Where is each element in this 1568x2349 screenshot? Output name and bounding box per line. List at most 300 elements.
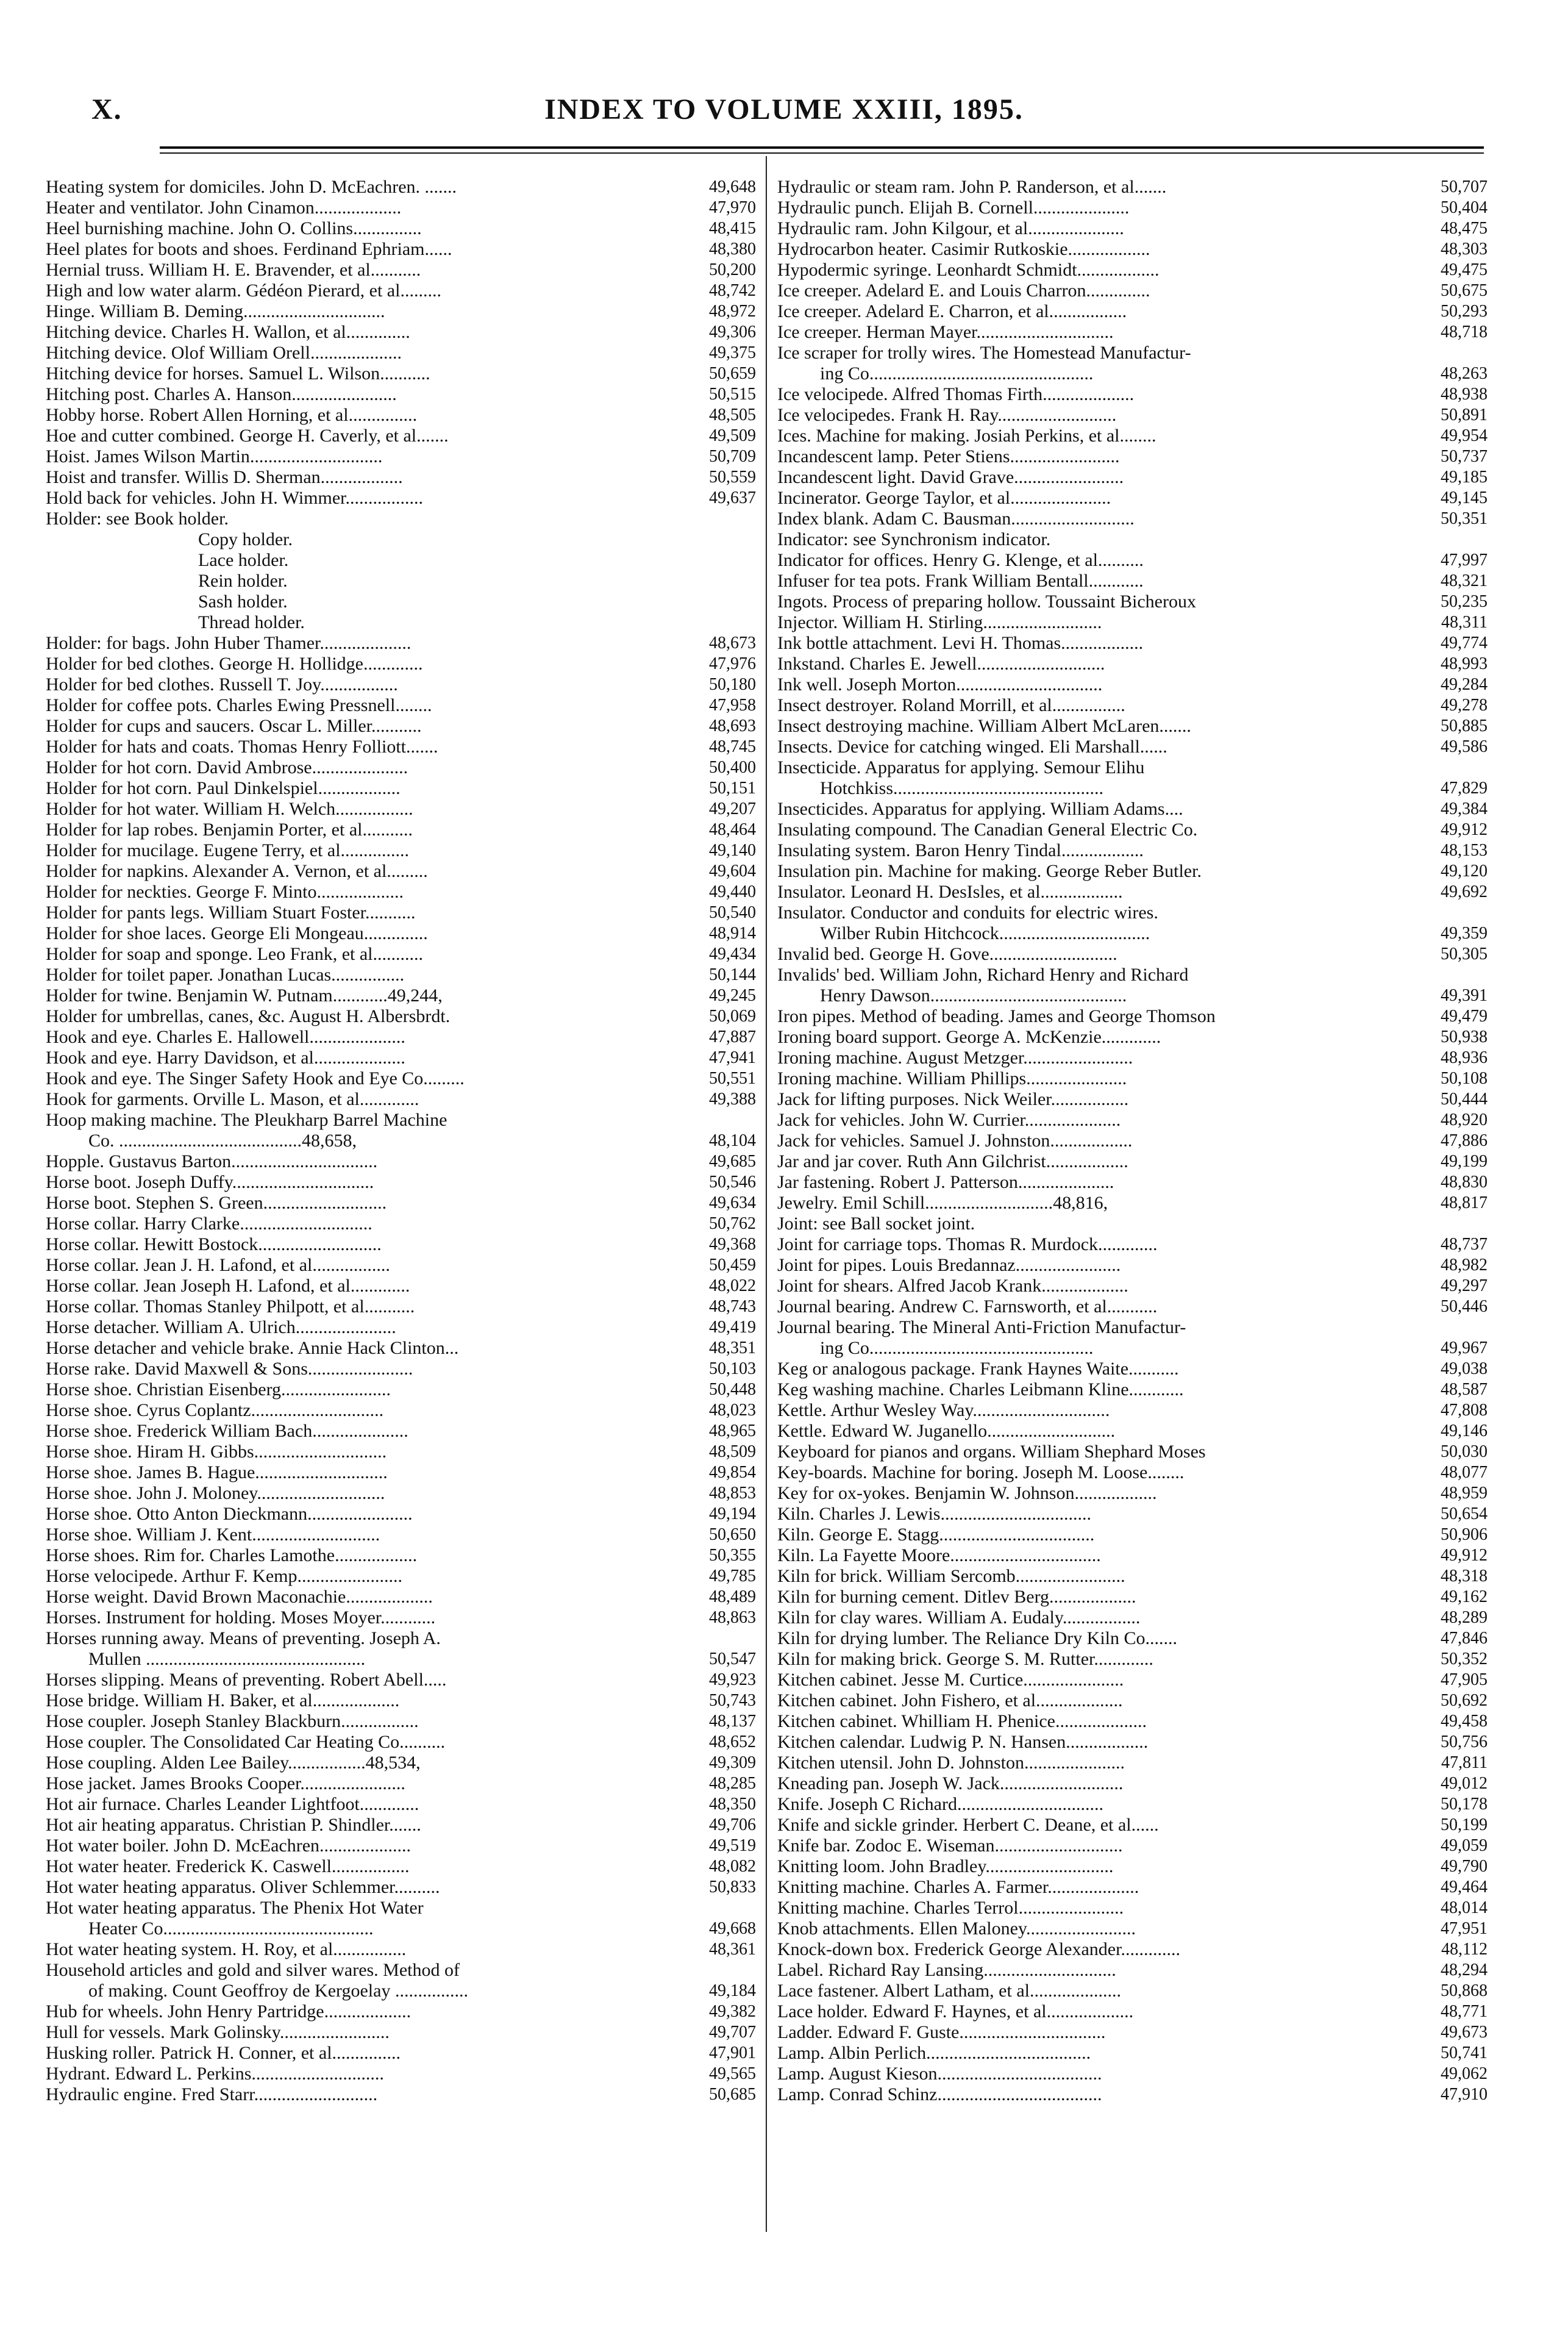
index-entry-text: Heel plates for boots and shoes. Ferdinand Ephriam...... bbox=[46, 239, 452, 259]
patent-number: 49,120 bbox=[1441, 862, 1488, 881]
index-entry-text: Hitching device for horses. Samuel L. Wilson........... bbox=[46, 363, 430, 384]
index-entry-text: Co. ........................................48,658, bbox=[88, 1131, 357, 1151]
patent-number: 48,965 bbox=[709, 1421, 756, 1440]
index-entry bbox=[777, 467, 1488, 488]
patent-number: 47,997 bbox=[1441, 551, 1488, 570]
index-entry-text: Invalids' bed. William John, Richard Henry and Richard bbox=[777, 965, 1189, 985]
patent-number: 48,737 bbox=[1441, 1235, 1488, 1254]
index-entry-text: Ironing board support. George A. McKenzie............. bbox=[777, 1027, 1161, 1047]
index-entry-text: Horse boot. Stephen S. Green........................... bbox=[46, 1193, 387, 1213]
patent-number: 48,022 bbox=[709, 1276, 756, 1295]
index-entry bbox=[777, 1338, 1488, 1359]
index-entry bbox=[46, 1773, 756, 1794]
index-entry bbox=[777, 716, 1488, 737]
index-entry bbox=[46, 965, 756, 985]
index-entry bbox=[777, 1815, 1488, 1836]
index-entry-text: Knob attachments. Ellen Maloney........................ bbox=[777, 1918, 1136, 1939]
patent-number: 48,303 bbox=[1441, 240, 1488, 259]
patent-number: 49,475 bbox=[1441, 260, 1488, 279]
index-entry bbox=[777, 1089, 1488, 1110]
index-entry-text: Horse detacher. William A. Ulrich...................... bbox=[46, 1317, 396, 1337]
patent-number: 49,297 bbox=[1441, 1276, 1488, 1295]
patent-number: 48,285 bbox=[709, 1774, 756, 1793]
patent-number: 48,380 bbox=[709, 240, 756, 259]
index-entry-text: Insulation pin. Machine for making. George Reber Butler. bbox=[777, 861, 1202, 881]
patent-number: 48,489 bbox=[709, 1587, 756, 1606]
index-entry bbox=[777, 218, 1488, 239]
index-entry bbox=[46, 882, 756, 903]
patent-number: 47,808 bbox=[1441, 1401, 1488, 1420]
index-entry bbox=[46, 384, 756, 405]
index-entry-text: Insulating system. Baron Henry Tindal.................. bbox=[777, 840, 1144, 860]
patent-number: 48,745 bbox=[709, 737, 756, 756]
index-entry-text: ing Co................................................. bbox=[820, 1338, 1094, 1358]
index-entry-text: Ice creeper. Adelard E. and Louis Charron.............. bbox=[777, 281, 1150, 301]
patent-number: 49,458 bbox=[1441, 1712, 1488, 1731]
index-entry-text: Hook and eye. Charles E. Hallowell..................... bbox=[46, 1027, 405, 1047]
index-entry-text: Holder for hot corn. Paul Dinkelspiel.................. bbox=[46, 778, 401, 798]
index-entry bbox=[46, 2064, 756, 2084]
index-entry bbox=[777, 612, 1488, 633]
patent-number: 50,200 bbox=[709, 260, 756, 279]
index-entry bbox=[777, 1027, 1488, 1048]
index-entry-text: Ices. Machine for making. Josiah Perkins, et al........ bbox=[777, 426, 1156, 446]
patent-number: 50,650 bbox=[709, 1525, 756, 1544]
index-entry bbox=[777, 1483, 1488, 1504]
index-entry bbox=[46, 1587, 756, 1607]
patent-number: 50,355 bbox=[709, 1546, 756, 1565]
index-entry-text: Kitchen cabinet. Jesse M. Curtice...................... bbox=[777, 1670, 1124, 1690]
patent-number: 49,419 bbox=[709, 1318, 756, 1337]
patent-number: 49,368 bbox=[709, 1235, 756, 1254]
index-entry-text: Horse collar. Harry Clarke............................. bbox=[46, 1214, 372, 1234]
index-entry-text: Holder for coffee pots. Charles Ewing Pressnell........ bbox=[46, 695, 432, 715]
index-entry-text: Hydraulic ram. John Kilgour, et al..................... bbox=[777, 218, 1124, 238]
patent-number: 48,014 bbox=[1441, 1898, 1488, 1917]
patent-number: 48,938 bbox=[1441, 385, 1488, 404]
patent-number: 49,464 bbox=[1441, 1878, 1488, 1897]
patent-number: 50,692 bbox=[1441, 1691, 1488, 1710]
patent-number: 49,309 bbox=[709, 1753, 756, 1772]
patent-number: 50,400 bbox=[709, 758, 756, 777]
patent-number: 48,920 bbox=[1441, 1110, 1488, 1129]
index-entry bbox=[46, 1732, 756, 1753]
patent-number: 48,505 bbox=[709, 406, 756, 424]
index-entry bbox=[46, 1068, 756, 1089]
index-entry-text: Kettle. Edward W. Juganello............................ bbox=[777, 1421, 1116, 1441]
index-entry bbox=[777, 1442, 1488, 1462]
index-entry-text: Kiln. La Fayette Moore................................. bbox=[777, 1545, 1101, 1565]
index-entry bbox=[46, 633, 756, 654]
index-entry-text: Household articles and gold and silver wares. Method of bbox=[46, 1960, 460, 1980]
patent-number: 49,519 bbox=[709, 1836, 756, 1855]
index-entry bbox=[777, 177, 1488, 198]
index-entry bbox=[46, 1172, 756, 1193]
index-entry bbox=[777, 820, 1488, 840]
index-entry-text: Holder for hot corn. David Ambrose..................... bbox=[46, 757, 408, 778]
index-entry bbox=[46, 2043, 756, 2064]
index-entry bbox=[46, 1317, 756, 1338]
index-entry-text: Horse velocipede. Arthur F. Kemp....................... bbox=[46, 1566, 402, 1586]
patent-number: 49,923 bbox=[709, 1670, 756, 1689]
index-entry bbox=[777, 1628, 1488, 1649]
index-entry-text: Hitching device. Olof William Orell.................... bbox=[46, 343, 402, 363]
index-entry-text: Horses. Instrument for holding. Moses Moyer............ bbox=[46, 1607, 436, 1628]
index-entry bbox=[777, 2084, 1488, 2105]
index-entry bbox=[46, 467, 756, 488]
patent-number: 48,082 bbox=[709, 1857, 756, 1876]
index-entry-text: High and low water alarm. Gédéon Pierard, et al......... bbox=[46, 281, 441, 301]
index-entry-text: Horse weight. David Brown Maconachie................... bbox=[46, 1587, 433, 1607]
patent-number: 49,634 bbox=[709, 1193, 756, 1212]
index-entry-text: Ink bottle attachment. Levi H. Thomas.................. bbox=[777, 633, 1144, 653]
patent-number: 50,108 bbox=[1441, 1069, 1488, 1088]
index-entry-text: Horse shoe. John J. Moloney............................ bbox=[46, 1483, 385, 1503]
patent-number: 50,030 bbox=[1441, 1442, 1488, 1461]
index-entry bbox=[777, 1255, 1488, 1276]
index-entry bbox=[777, 1939, 1488, 1960]
index-entry bbox=[46, 1131, 756, 1151]
patent-number: 48,972 bbox=[709, 302, 756, 321]
patent-number: 49,479 bbox=[1441, 1007, 1488, 1026]
patent-number: 48,830 bbox=[1441, 1173, 1488, 1192]
patent-number: 47,905 bbox=[1441, 1670, 1488, 1689]
index-entry-text: Hinge. William B. Deming............................... bbox=[46, 301, 385, 321]
index-entry-text: Label. Richard Ray Lansing............................. bbox=[777, 1960, 1116, 1980]
index-entry bbox=[777, 239, 1488, 260]
index-entry bbox=[46, 1939, 756, 1960]
index-entry-text: Kneading pan. Joseph W. Jack........................... bbox=[777, 1773, 1124, 1793]
index-entry bbox=[46, 1193, 756, 1214]
index-entry bbox=[777, 1898, 1488, 1918]
index-entry bbox=[777, 965, 1488, 985]
index-entry bbox=[46, 2022, 756, 2043]
patent-number: 49,199 bbox=[1441, 1152, 1488, 1171]
patent-number: 48,993 bbox=[1441, 654, 1488, 673]
patent-number: 50,351 bbox=[1441, 509, 1488, 528]
index-entry bbox=[777, 695, 1488, 716]
index-entry bbox=[777, 1856, 1488, 1877]
index-entry bbox=[46, 529, 756, 550]
index-entry bbox=[777, 1006, 1488, 1027]
index-entry-text: Journal bearing. Andrew C. Farnsworth, et al........... bbox=[777, 1296, 1158, 1317]
index-entry bbox=[777, 1670, 1488, 1690]
index-entry bbox=[777, 1276, 1488, 1296]
patent-number: 48,742 bbox=[709, 281, 756, 300]
index-entry bbox=[777, 2001, 1488, 2022]
index-entry-text: Injector. William H. Stirling.......................... bbox=[777, 612, 1102, 632]
index-entry bbox=[777, 1981, 1488, 2001]
index-entry bbox=[46, 820, 756, 840]
patent-number: 50,446 bbox=[1441, 1297, 1488, 1316]
patent-number: 50,737 bbox=[1441, 447, 1488, 466]
index-entry bbox=[46, 1296, 756, 1317]
index-entry-text: Index blank. Adam C. Bausman........................... bbox=[777, 509, 1135, 529]
index-entry bbox=[46, 2084, 756, 2105]
index-entry bbox=[46, 674, 756, 695]
index-entry bbox=[46, 1276, 756, 1296]
patent-number: 49,384 bbox=[1441, 799, 1488, 818]
index-entry bbox=[777, 343, 1488, 363]
patent-number: 49,785 bbox=[709, 1567, 756, 1586]
patent-number: 50,659 bbox=[709, 364, 756, 383]
index-entry bbox=[777, 1151, 1488, 1172]
index-entry-text: Hopple. Gustavus Barton................................ bbox=[46, 1151, 378, 1171]
index-entry-text: Invalid bed. George H. Gove............................ bbox=[777, 944, 1117, 964]
index-entry-text: Hook and eye. Harry Davidson, et al.................... bbox=[46, 1048, 405, 1068]
index-entry-text: Insulating compound. The Canadian General Electric Co. bbox=[777, 820, 1198, 840]
index-entry bbox=[46, 177, 756, 198]
index-entry-text: Holder for bed clothes. Russell T. Joy................. bbox=[46, 674, 398, 695]
index-entry-text: Hot water heating apparatus. Oliver Schlemmer.......... bbox=[46, 1877, 440, 1897]
patent-number: 49,062 bbox=[1441, 2064, 1488, 2083]
index-entry bbox=[777, 592, 1488, 612]
index-entry-text: Hook and eye. The Singer Safety Hook and Eye Co......... bbox=[46, 1068, 465, 1089]
index-entry bbox=[777, 322, 1488, 343]
index-entry-text: Holder for pants legs. William Stuart Foster........... bbox=[46, 903, 416, 923]
patent-number: 50,448 bbox=[709, 1380, 756, 1399]
index-entry-text: Copy holder. bbox=[198, 529, 293, 549]
index-entry bbox=[46, 1027, 756, 1048]
patent-number: 49,059 bbox=[1441, 1836, 1488, 1855]
index-entry bbox=[777, 1877, 1488, 1898]
patent-number: 49,162 bbox=[1441, 1587, 1488, 1606]
index-entry bbox=[777, 1732, 1488, 1753]
index-entry bbox=[46, 1670, 756, 1690]
index-entry bbox=[46, 446, 756, 467]
index-entry-text: Kitchen cabinet. Whilliam H. Phenice.................... bbox=[777, 1711, 1147, 1731]
index-entry bbox=[777, 260, 1488, 281]
index-entry-text: Knife. Joseph C Richard................................ bbox=[777, 1794, 1103, 1814]
index-entry-text: Kitchen calendar. Ludwig P. N. Hansen.................. bbox=[777, 1732, 1149, 1752]
patent-number: 47,958 bbox=[709, 696, 756, 715]
index-entry bbox=[46, 1255, 756, 1276]
index-entry-text: Knitting loom. John Bradley............................ bbox=[777, 1856, 1114, 1876]
patent-number: 49,673 bbox=[1441, 2023, 1488, 2042]
patent-number: 49,440 bbox=[709, 882, 756, 901]
index-entry-text: Heater Co.............................................. bbox=[88, 1918, 374, 1939]
patent-number: 49,790 bbox=[1441, 1857, 1488, 1876]
index-entry-text: Insects. Device for catching winged. Eli Marshall...... bbox=[777, 737, 1167, 757]
patent-number: 49,637 bbox=[709, 488, 756, 507]
patent-number: 48,982 bbox=[1441, 1256, 1488, 1275]
index-entry-text: Holder for napkins. Alexander A. Vernon, et al......... bbox=[46, 861, 428, 881]
index-entry-text: Key for ox-yokes. Benjamin W. Johnson.................. bbox=[777, 1483, 1157, 1503]
index-entry-text: Horses running away. Means of preventing. Joseph A. bbox=[46, 1628, 441, 1648]
patent-number: 48,693 bbox=[709, 717, 756, 735]
index-entry-text: Hydrocarbon heater. Casimir Rutkoskie.................. bbox=[777, 239, 1150, 259]
index-entry-text: Horse shoe. Hiram H. Gibbs............................. bbox=[46, 1442, 387, 1462]
patent-number: 48,743 bbox=[709, 1297, 756, 1316]
index-entry-text: Horse rake. David Maxwell & Sons....................... bbox=[46, 1359, 413, 1379]
index-entry bbox=[777, 550, 1488, 571]
index-entry-text: Jack for vehicles. Samuel J. Johnston.................. bbox=[777, 1131, 1133, 1151]
index-entry bbox=[46, 1877, 756, 1898]
index-entry-text: Knife and sickle grinder. Herbert C. Deane, et al...... bbox=[777, 1815, 1159, 1835]
index-entry-text: Heel burnishing machine. John O. Collins............... bbox=[46, 218, 422, 238]
patent-number: 49,912 bbox=[1441, 1546, 1488, 1565]
patent-number: 48,718 bbox=[1441, 323, 1488, 341]
patent-number: 49,692 bbox=[1441, 882, 1488, 901]
patent-number: 48,509 bbox=[709, 1442, 756, 1461]
index-entry bbox=[777, 1421, 1488, 1442]
index-entry-text: Hub for wheels. John Henry Partridge................... bbox=[46, 2001, 412, 2022]
index-entry bbox=[46, 1815, 756, 1836]
patent-number: 47,829 bbox=[1441, 779, 1488, 798]
index-entry bbox=[777, 1525, 1488, 1545]
patent-number: 48,936 bbox=[1441, 1048, 1488, 1067]
index-entry-text: Sash holder. bbox=[198, 592, 288, 612]
index-entry-text: Horse shoe. Cyrus Coplantz............................. bbox=[46, 1400, 384, 1420]
index-entry bbox=[46, 1794, 756, 1815]
index-entry-text: of making. Count Geoffroy de Kergoelay ................ bbox=[88, 1981, 468, 2001]
index-entry bbox=[46, 1753, 756, 1773]
index-entry bbox=[46, 218, 756, 239]
index-entry-text: Thread holder. bbox=[198, 612, 305, 632]
index-entry bbox=[777, 1110, 1488, 1131]
patent-number: 47,811 bbox=[1441, 1753, 1488, 1772]
index-entry bbox=[777, 799, 1488, 820]
index-entry bbox=[777, 840, 1488, 861]
index-entry-text: Jewelry. Emil Schill............................48,816, bbox=[777, 1193, 1108, 1213]
patent-number: 50,352 bbox=[1441, 1650, 1488, 1668]
index-entry-text: Jack for vehicles. John W. Currier..................... bbox=[777, 1110, 1121, 1130]
index-entry bbox=[46, 944, 756, 965]
patent-number: 50,709 bbox=[709, 447, 756, 466]
patent-number: 50,444 bbox=[1441, 1090, 1488, 1109]
patent-number: 50,938 bbox=[1441, 1028, 1488, 1046]
index-entry-text: Kitchen cabinet. John Fishero, et al................... bbox=[777, 1690, 1123, 1711]
index-entry-text: Holder for toilet paper. Jonathan Lucas................ bbox=[46, 965, 405, 985]
index-entry bbox=[46, 322, 756, 343]
index-entry bbox=[46, 198, 756, 218]
patent-number: 49,194 bbox=[709, 1504, 756, 1523]
index-entry bbox=[777, 384, 1488, 405]
index-entry bbox=[777, 985, 1488, 1006]
index-entry bbox=[777, 1193, 1488, 1214]
index-entry-text: Key-boards. Machine for boring. Joseph M. Loose........ bbox=[777, 1462, 1185, 1482]
index-entry-text: Holder for twine. Benjamin W. Putnam............49,244, bbox=[46, 985, 443, 1006]
patent-number: 50,885 bbox=[1441, 717, 1488, 735]
patent-number: 48,289 bbox=[1441, 1608, 1488, 1627]
index-entry bbox=[46, 757, 756, 778]
index-entry-text: Ice creeper. Herman Mayer.............................. bbox=[777, 322, 1114, 342]
index-entry bbox=[46, 1006, 756, 1027]
patent-number: 50,151 bbox=[709, 779, 756, 798]
patent-number: 49,668 bbox=[709, 1919, 756, 1938]
index-entry-text: Keg washing machine. Charles Leibmann Kline............ bbox=[777, 1379, 1184, 1400]
patent-number: 47,970 bbox=[709, 198, 756, 217]
patent-number: 49,388 bbox=[709, 1090, 756, 1109]
index-entry bbox=[777, 674, 1488, 695]
index-entry-text: Kitchen utensil. John D. Johnston...................... bbox=[777, 1753, 1125, 1773]
index-entry bbox=[46, 612, 756, 633]
index-entry-text: Horse shoe. William J. Kent............................ bbox=[46, 1525, 380, 1545]
index-entry-text: Incandescent lamp. Peter Stiens........................ bbox=[777, 446, 1120, 467]
index-entry-text: Kiln. George E. Stagg.................................. bbox=[777, 1525, 1095, 1545]
patent-number: 47,886 bbox=[1441, 1131, 1488, 1150]
index-entry-text: Ice velocipede. Alfred Thomas Firth.................... bbox=[777, 384, 1135, 404]
patent-number: 48,153 bbox=[1441, 841, 1488, 860]
index-entry-text: Incandescent light. David Grave........................ bbox=[777, 467, 1124, 487]
header-rule bbox=[160, 146, 1484, 149]
index-entry bbox=[46, 1089, 756, 1110]
patent-number: 48,415 bbox=[709, 219, 756, 238]
index-entry bbox=[777, 757, 1488, 778]
patent-number: 50,180 bbox=[709, 675, 756, 694]
index-entry-text: Hoist and transfer. Willis D. Sherman.................. bbox=[46, 467, 403, 487]
index-entry bbox=[46, 426, 756, 446]
index-entry bbox=[777, 861, 1488, 882]
index-entry bbox=[46, 1898, 756, 1918]
patent-number: 50,515 bbox=[709, 385, 756, 404]
index-entry-text: Ink well. Joseph Morton................................ bbox=[777, 674, 1103, 695]
index-entry bbox=[777, 1918, 1488, 1939]
patent-number: 49,038 bbox=[1441, 1359, 1488, 1378]
patent-number: 48,959 bbox=[1441, 1484, 1488, 1503]
index-entry bbox=[777, 903, 1488, 923]
index-entry-text: Hook for garments. Orville L. Mason, et al............. bbox=[46, 1089, 419, 1109]
index-entry bbox=[777, 529, 1488, 550]
index-entry bbox=[46, 1359, 756, 1379]
index-entry-text: Horse collar. Jean Joseph H. Lafond, et al............. bbox=[46, 1276, 410, 1296]
index-entry-text: Hot water heating apparatus. The Phenix Hot Water bbox=[46, 1898, 424, 1918]
patent-number: 49,375 bbox=[709, 343, 756, 362]
index-entry bbox=[46, 1110, 756, 1131]
index-entry-text: Indicator for offices. Henry G. Klenge, et al.......... bbox=[777, 550, 1144, 570]
patent-number: 49,954 bbox=[1441, 426, 1488, 445]
index-entry bbox=[777, 571, 1488, 592]
index-entry-text: Horses slipping. Means of preventing. Robert Abell..... bbox=[46, 1670, 447, 1690]
index-entry-text: Henry Dawson........................................... bbox=[820, 985, 1127, 1006]
index-entry-text: Lace fastener. Albert Latham, et al.................... bbox=[777, 1981, 1121, 2001]
index-entry bbox=[46, 509, 756, 529]
index-entry-text: Keyboard for pianos and organs. William Shephard Moses bbox=[777, 1442, 1206, 1462]
patent-number: 50,559 bbox=[709, 468, 756, 487]
index-entry-text: Hobby horse. Robert Allen Horning, et al............... bbox=[46, 405, 418, 425]
index-entry bbox=[777, 1462, 1488, 1483]
index-entry-text: Wilber Rubin Hitchcock................................. bbox=[820, 923, 1150, 943]
patent-number: 49,604 bbox=[709, 862, 756, 881]
patent-number: 50,685 bbox=[709, 2085, 756, 2104]
index-entry bbox=[46, 1628, 756, 1649]
index-entry-text: Kiln for drying lumber. The Reliance Dry Kiln Co....... bbox=[777, 1628, 1178, 1648]
patent-number: 50,743 bbox=[709, 1691, 756, 1710]
index-entry-text: Jar and jar cover. Ruth Ann Gilchrist.................. bbox=[777, 1151, 1128, 1171]
index-entry-text: Hydraulic punch. Elijah B. Cornell..................... bbox=[777, 198, 1130, 218]
index-entry-text: Hydraulic or steam ram. John P. Randerson, et al....... bbox=[777, 177, 1167, 197]
index-entry-text: Ironing machine. William Phillips...................... bbox=[777, 1068, 1127, 1089]
patent-number: 50,178 bbox=[1441, 1795, 1488, 1814]
index-entry-text: Insect destroying machine. William Albert McLaren....... bbox=[777, 716, 1191, 736]
index-entry bbox=[46, 985, 756, 1006]
patent-number: 50,675 bbox=[1441, 281, 1488, 300]
index-entry-text: Ladder. Edward F. Guste................................ bbox=[777, 2022, 1106, 2042]
index-entry-text: Husking roller. Patrick H. Conner, et al............... bbox=[46, 2043, 401, 2063]
patent-number: 50,540 bbox=[709, 903, 756, 922]
index-entry-text: Hypodermic syringe. Leonhardt Schmidt.................. bbox=[777, 260, 1160, 280]
index-entry-text: Horse boot. Joseph Duffy............................... bbox=[46, 1172, 374, 1192]
index-entry-text: Heater and ventilator. John Cinamon................... bbox=[46, 198, 402, 218]
index-entry-text: Hernial truss. William H. E. Bravender, et al........... bbox=[46, 260, 421, 280]
patent-number: 49,184 bbox=[709, 1981, 756, 2000]
patent-number: 49,854 bbox=[709, 1463, 756, 1482]
patent-number: 49,145 bbox=[1441, 488, 1488, 507]
index-entry-text: Hitching post. Charles A. Hanson....................... bbox=[46, 384, 397, 404]
patent-number: 48,351 bbox=[709, 1339, 756, 1357]
patent-number: 48,311 bbox=[1441, 613, 1488, 632]
index-entry-text: Kiln for brick. William Sercomb........................ bbox=[777, 1566, 1125, 1586]
